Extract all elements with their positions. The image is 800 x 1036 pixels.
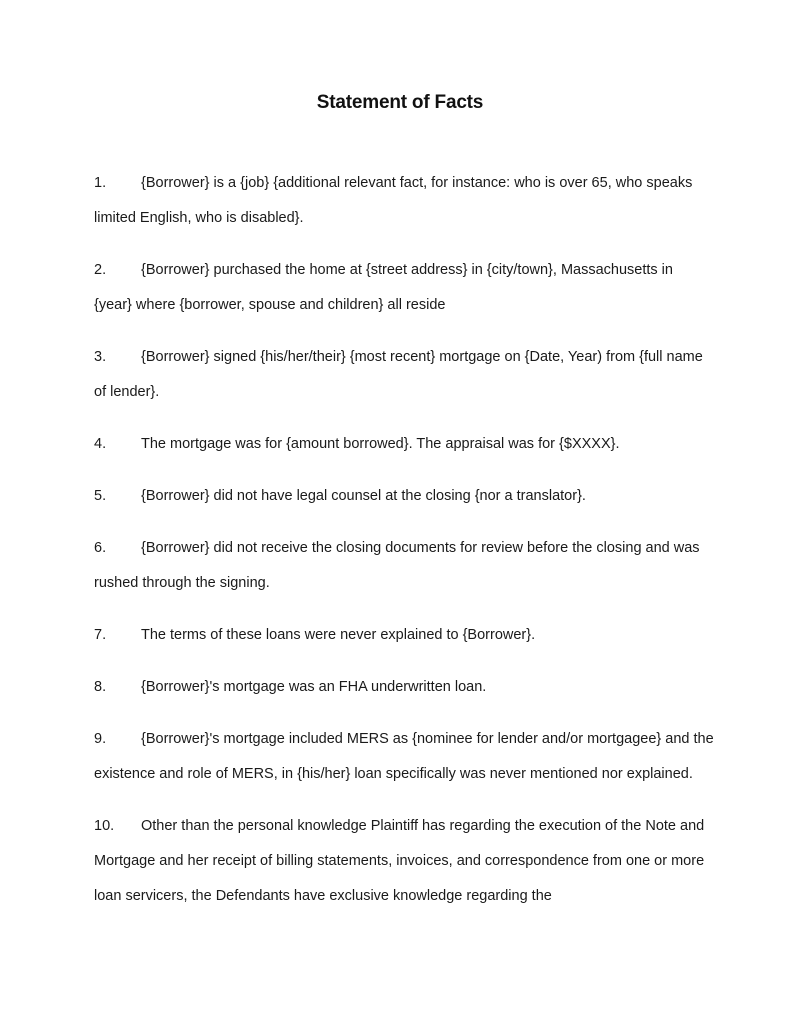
list-item xyxy=(94,618,714,653)
item-number: 6. xyxy=(94,540,107,556)
list-item xyxy=(94,166,714,236)
list-item xyxy=(94,479,714,514)
item-text: {Borrower} signed {his/her/their} {most recent} mortgage on {Date, Year) from {full name of lender}. xyxy=(94,349,703,400)
page-title: Statement of Facts xyxy=(316,92,484,113)
item-text: The terms of these loans were never explained to {Borrower}. xyxy=(141,627,536,643)
item-number: 5. xyxy=(94,488,107,504)
item-number: 3. xyxy=(94,349,107,365)
item-text: {Borrower} did not have legal counsel at the closing {nor a translator}. xyxy=(141,488,586,504)
list-item xyxy=(94,427,714,462)
item-number: 8. xyxy=(94,679,107,695)
item-number: 10. xyxy=(94,818,115,834)
list-item xyxy=(94,809,714,914)
item-text: {Borrower}'s mortgage included MERS as {nominee for lender and/or mortgagee} and the existence and role of MERS, in {his/her} loan specifically was never mentioned nor explained. xyxy=(94,731,714,782)
item-number: 2. xyxy=(94,262,107,278)
list-item xyxy=(94,531,714,601)
list-item xyxy=(94,340,714,410)
list-item xyxy=(94,722,714,792)
item-text: {Borrower}'s mortgage was an FHA underwritten loan. xyxy=(141,679,487,695)
item-text: {Borrower} is a {job} {additional relevant fact, for instance: who is over 65, who speaks limited English, who is disabled}. xyxy=(94,175,693,226)
item-number: 1. xyxy=(94,175,107,191)
facts-list xyxy=(94,166,714,931)
item-text: {Borrower} did not receive the closing documents for review before the closing and was rushed through the signing. xyxy=(94,540,700,591)
list-item xyxy=(94,253,714,323)
item-text: {Borrower} purchased the home at {street address} in {city/town}, Massachusetts in {year} where {borrower, spouse and children} all reside xyxy=(94,262,673,313)
item-text: Other than the personal knowledge Plaintiff has regarding the execution of the Note and Mortgage and her receipt of billing statements, invoices, and correspondence from one or more loan servicers, the Defendants have exclusive knowledge regarding the xyxy=(94,818,705,904)
item-text: The mortgage was for {amount borrowed}. The appraisal was for {$XXXX}. xyxy=(141,436,620,452)
item-number: 4. xyxy=(94,436,107,452)
item-number: 7. xyxy=(94,627,107,643)
item-number: 9. xyxy=(94,731,107,747)
list-item xyxy=(94,670,714,705)
